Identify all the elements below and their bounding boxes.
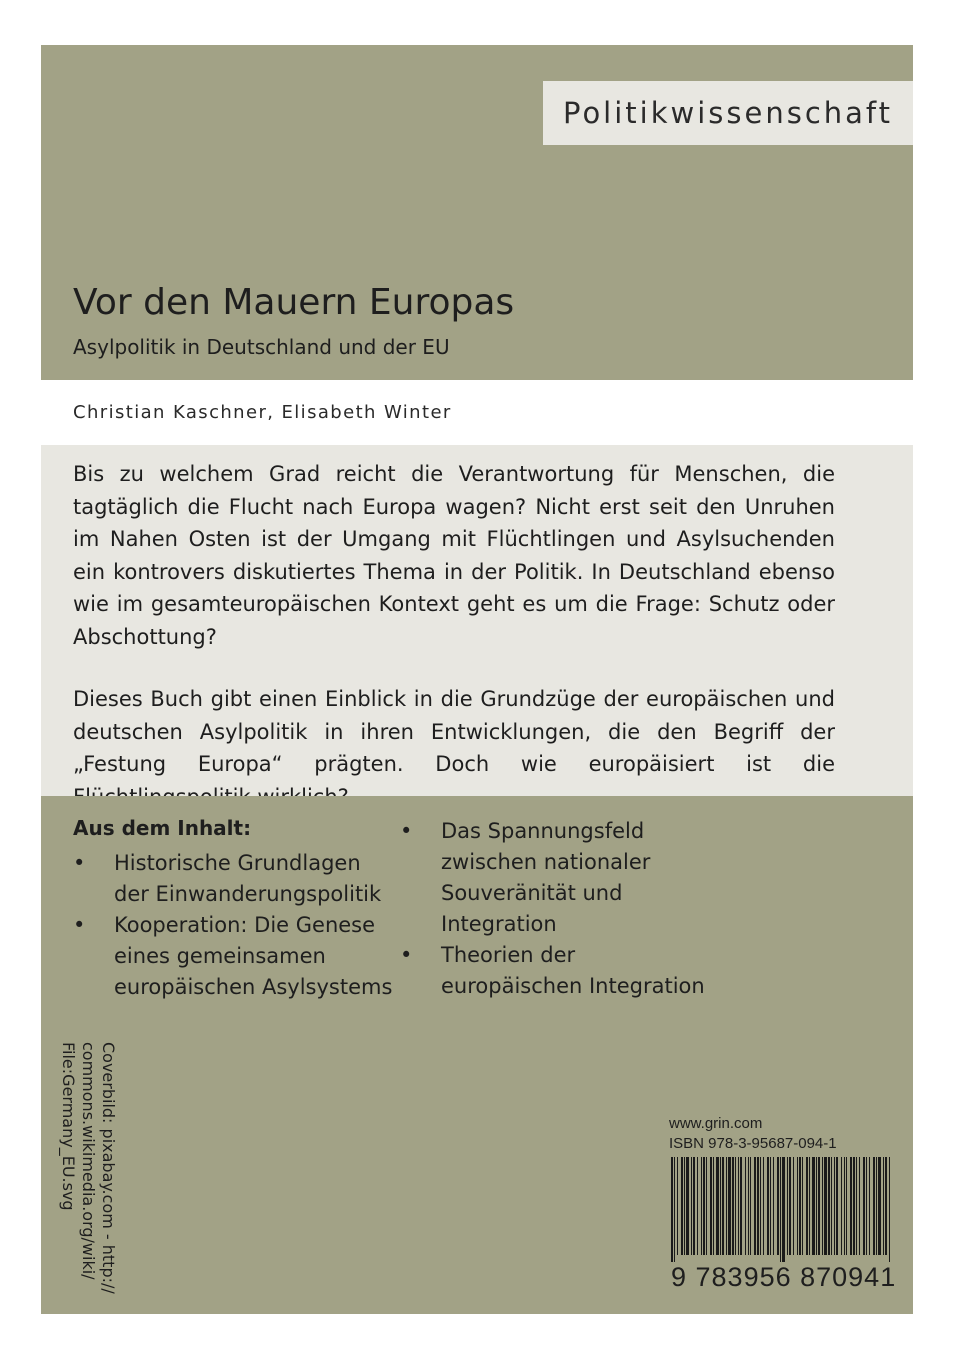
cover-image-credit [58,1042,118,1292]
contents-heading: Aus dem Inhalt: [73,816,252,840]
bullet-icon: • [400,819,413,843]
category-label: Politikwissenschaft [543,81,913,145]
contents-list-right [400,816,720,1002]
publisher-url[interactable]: www.grin.com [669,1115,763,1132]
barcode-icon [669,1157,894,1262]
bullet-icon: • [73,851,86,875]
list-item: • Theorien der europäischen Integration [400,940,720,1002]
isbn-number: ISBN 978-3-95687-094-1 [669,1135,837,1152]
bullet-icon: • [400,943,413,967]
list-item: • Historische Grundlagen der Einwanderungspolitik [73,848,393,910]
book-title: Vor den Mauern Europas [73,282,515,323]
credit-line: Coverbild: pixabay.com - http:// [99,1042,118,1294]
book-subtitle: Asylpolitik in Deutschland und der EU [73,335,450,359]
description-paragraph: Bis zu welchem Grad reicht die Verantwortung für Menschen, die tagtäglich die Flucht nach Europa wagen? Nicht erst seit den Unruhen im Nahen Osten ist der Umgang mit Flüchtlingen und Asylsuchenden ein kontrovers diskutiertes Thema in der Politik. In Deutschland ebenso wie im gesamteuropäischen Kontext geht es um die Frage: Schutz oder Abschottung? [73,462,835,649]
bullet-icon: • [73,913,86,937]
authors: Christian Kaschner, Elisabeth Winter [73,402,452,423]
barcode-digits: 9 783956 870941 [671,1262,897,1292]
publisher-info [669,1114,837,1154]
contents-list-left [73,848,393,1003]
credit-line: File:Germany_EU.svg [59,1042,78,1211]
credit-line: commons.wikimedia.org/wiki/ [79,1042,98,1280]
list-item: • Kooperation: Die Genese eines gemeinsamen europäischen Asylsystems [73,910,393,1003]
list-item: • Das Spannungsfeld zwischen nationaler Souveränität und Integration [400,816,720,940]
description [73,458,835,843]
description-paragraph: Dieses Buch gibt einen Einblick in die Grundzüge der europäischen und deutschen Asylpolitik in ihren Entwicklungen, die den Begriff der „Festung Europa“ prägten. Doch wie europäisiert ist die [73,687,835,776]
